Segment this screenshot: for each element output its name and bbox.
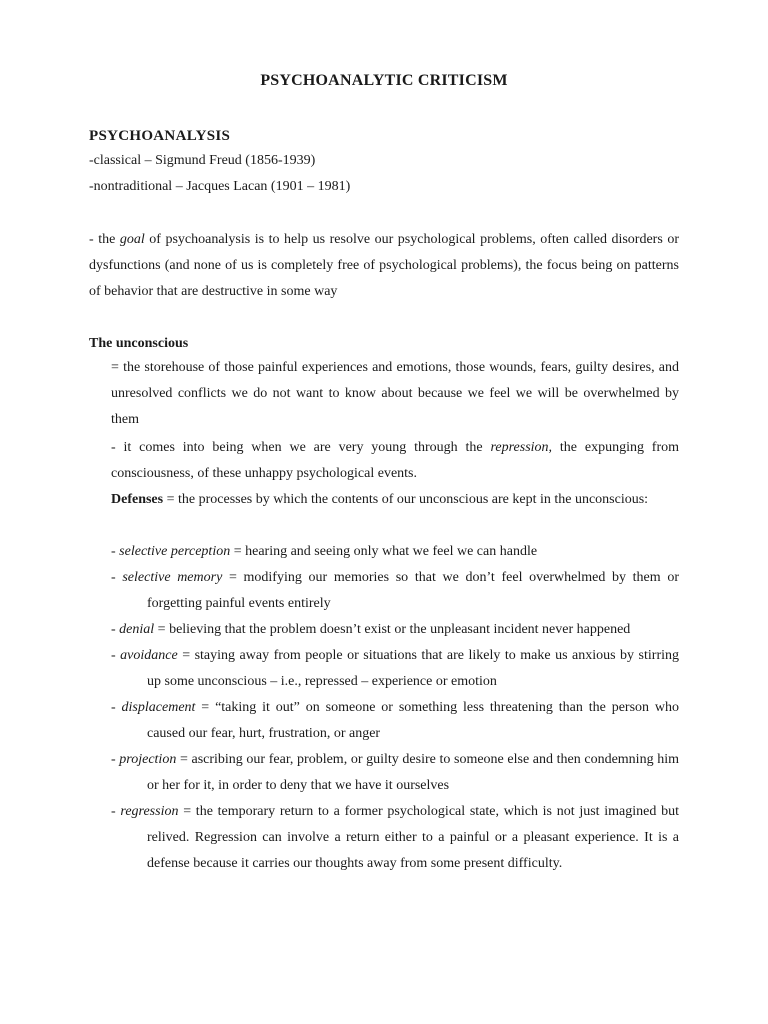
defense-term: projection (119, 752, 177, 767)
defense-definition: = the temporary return to a former psychological state, which is not just imagined but relived. Regression can involve a return either to a painful or a pleasant experience. It is a defense because it carries our thoughts away from some present difficulty. (147, 804, 679, 871)
goal-term: goal (119, 232, 145, 247)
defense-item-selective-perception (111, 539, 679, 565)
defenses-intro (111, 487, 679, 513)
defense-term: regression (120, 804, 179, 819)
defense-prefix: - (111, 648, 121, 663)
defenses-term: Defenses (111, 492, 164, 507)
defenses-definition: = the processes by which the contents of our unconscious are kept in the unconscious: (163, 492, 649, 507)
defense-item-denial (111, 617, 679, 643)
defense-prefix: - (111, 700, 122, 715)
defense-item-avoidance (111, 643, 679, 695)
defense-item-displacement (111, 695, 679, 747)
unconscious-origin (111, 435, 679, 487)
origin-prefix: - it comes into being when we are very young through the (111, 440, 491, 455)
page-title: PSYCHOANALYTIC CRITICISM (260, 72, 508, 89)
goal-text: of psychoanalysis is to help us resolve our psychological problems, often called disorders or dysfunctions (and none of us is completely free of psychological problems), the focus being on patterns of behavior that are destructive in some way (89, 232, 679, 299)
defense-prefix: - (111, 752, 120, 767)
repression-term: repression, (490, 440, 553, 455)
defense-item-selective-memory (111, 565, 679, 617)
classical-line: -classical – Sigmund Freud (1856-1939) (89, 153, 316, 168)
origin-text: the expunging from consciousness, of these unhappy psychological events. (111, 440, 680, 481)
defense-prefix: - (111, 570, 123, 585)
section-heading-unconscious: The unconscious (89, 336, 189, 351)
defense-prefix: - (111, 544, 120, 559)
defense-definition: = modifying our memories so that we don’t feel overwhelmed by them or forgetting painful events entirely (147, 570, 679, 611)
defense-term: selective memory (122, 570, 223, 585)
defense-definition: = hearing and seeing only what we feel we can handle (230, 544, 538, 559)
defense-term: denial (119, 622, 155, 637)
goal-paragraph (89, 227, 679, 305)
defense-prefix: - (111, 804, 121, 819)
defense-definition: = “taking it out” on someone or something less threatening than the person who caused our fear, hurt, frustration, or anger (147, 700, 680, 741)
document-page (89, 0, 679, 1024)
defense-item-projection (111, 747, 679, 799)
section-heading-psychoanalysis: PSYCHOANALYSIS (89, 128, 231, 144)
defense-item-regression (111, 799, 679, 877)
unconscious-definition: = the storehouse of those painful experiences and emotions, those wounds, fears, guilty desires, and unresolved conflicts we do not want to know about because we feel we will be overwhelmed by them (111, 360, 679, 427)
nontraditional-line: -nontraditional – Jacques Lacan (1901 – 1981) (89, 179, 351, 194)
defense-prefix: - (111, 622, 120, 637)
goal-prefix: - the (89, 232, 120, 247)
defense-term: avoidance (120, 648, 178, 663)
defense-definition: = believing that the problem doesn’t exist or the unpleasant incident never happened (154, 622, 631, 637)
defense-definition: = ascribing our fear, problem, or guilty desire to someone else and then condemning him or her for it, in order to deny that we have it ourselves (147, 752, 679, 793)
defense-term: selective perception (119, 544, 231, 559)
defense-definition: = staying away from people or situations that are likely to make us anxious by stirring up some unconscious – i.e., repressed – experience or emotion (147, 648, 679, 689)
defense-term: displacement (121, 700, 196, 715)
